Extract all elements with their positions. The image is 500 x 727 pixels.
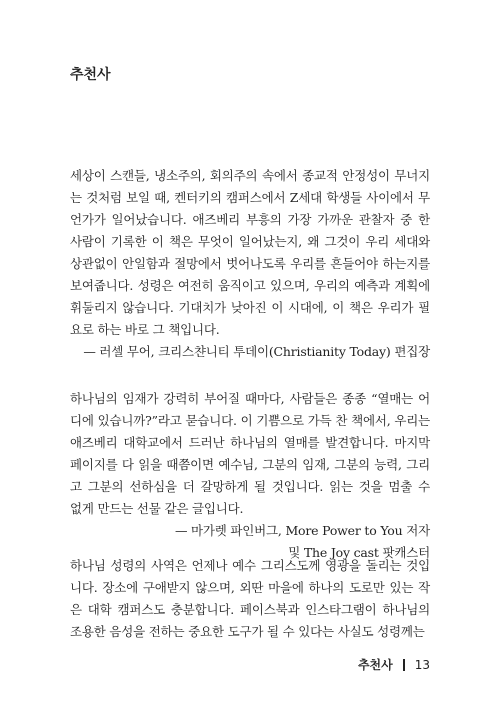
text-line: 니다. 장소에 구애받지 않으며, 외딴 마을에 하나의 도로만 있는 작 (70, 580, 430, 595)
text-line: 하나님의 임재가 강력히 부어질 때마다, 사람들은 종종 “열매는 어 (70, 391, 430, 406)
text-line: 애즈베리 대학교에서 드러난 하나님의 열매를 발견합니다. 마지막 (70, 435, 430, 450)
text-line: 는 것처럼 보일 때, 켄터키의 캠퍼스에서 Z세대 학생들 사이에서 무 (70, 190, 430, 205)
page-footer (358, 656, 430, 673)
endorsement-1 (70, 165, 430, 363)
text-line: 없게 만드는 선물 같은 글입니다. (70, 501, 244, 516)
text-line: 고 그분의 선하심을 더 갈망하게 될 것입니다. 읽는 것을 멈출 수 (70, 479, 430, 494)
attribution-line: 및 The Joy cast 팟캐스터 (288, 545, 430, 560)
text-line: 요로 하는 바로 그 책입니다. (70, 322, 220, 337)
text-line: 은 대학 캠퍼스도 충분합니다. 페이스북과 인스타그램이 하나님의 (70, 602, 430, 617)
footer-divider (403, 659, 405, 671)
text-line: 세상이 스캔들, 냉소주의, 회의주의 속에서 종교적 안정성이 무너지 (70, 168, 430, 183)
attribution-line: — 러셀 무어, 크리스챤니티 투데이(Christianity Today) 편집장 (83, 344, 430, 359)
text-line: 휘둘리지 않습니다. 기대치가 낮아진 이 시대에, 이 책은 우리가 필 (70, 300, 430, 315)
attribution-line: — 마가렛 파인버그, More Power to You 저자 (174, 523, 430, 538)
section-header: 추천사 (70, 67, 111, 83)
endorsement-3 (70, 555, 430, 643)
text-line: 언가가 일어났습니다. 애즈베리 부흥의 가장 가까운 관찰자 중 한 (70, 212, 430, 227)
text-line: 조용한 음성을 전하는 중요한 도구가 될 수 있다는 사실도 성령께는 (70, 624, 425, 639)
text-line: 페이지를 다 읽을 때쯤이면 예수님, 그분의 임재, 그분의 능력, 그리 (70, 457, 430, 472)
page-number: 13 (414, 657, 430, 672)
text-line: 디에 있습니까?”라고 묻습니다. 이 기쁨으로 가득 찬 책에서, 우리는 (70, 413, 430, 428)
text-line: 보여줍니다. 성령은 여전히 움직이고 있으며, 우리의 예측과 계획에 (70, 278, 430, 293)
text-line: 사람이 기록한 이 책은 무엇이 일어났는지, 왜 그것이 우리 세대와 (70, 234, 430, 249)
footer-section-title: 추천사 (357, 658, 393, 672)
text-line: 상관없이 안일함과 절망에서 벗어나도록 우리를 흔들어야 하는지를 (70, 256, 430, 271)
text-line: 하나님 성령의 사역은 언제나 예수 그리스도께 영광을 돌리는 것입 (70, 558, 430, 573)
endorsement-2 (70, 388, 430, 564)
